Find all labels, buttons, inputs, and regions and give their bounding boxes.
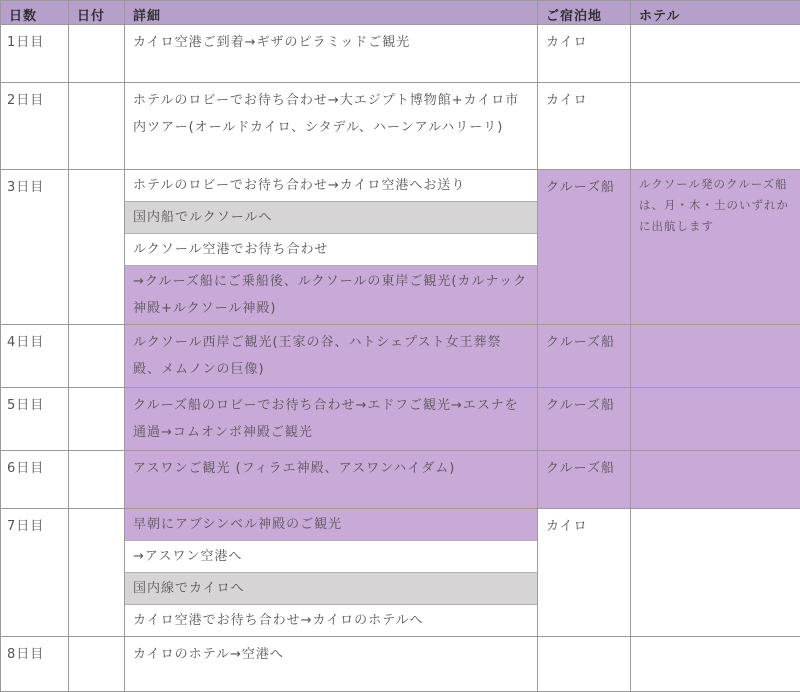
header-days: 日数 xyxy=(1,1,69,25)
date-cell xyxy=(69,637,125,692)
date-cell xyxy=(69,509,125,637)
date-cell xyxy=(69,325,125,388)
date-cell xyxy=(69,170,125,325)
date-value xyxy=(69,25,124,33)
date-cell xyxy=(69,25,125,83)
stay-cell xyxy=(538,325,631,388)
stay-value: クルーズ船 xyxy=(538,451,630,486)
day-cell xyxy=(1,170,69,325)
detail-cell xyxy=(125,325,538,388)
stay-value: クルーズ船 xyxy=(538,170,630,205)
hotel-cell xyxy=(631,509,800,637)
hotel-cell xyxy=(631,637,800,692)
table-row xyxy=(1,325,800,388)
hotel-value xyxy=(631,451,800,459)
detail-text: アスワンご観光 (フィラエ神殿、アスワンハイダム) xyxy=(125,451,537,486)
detail-cell xyxy=(125,170,538,325)
date-cell xyxy=(69,83,125,170)
hotel-value xyxy=(631,325,800,333)
stay-cell xyxy=(538,170,631,325)
stay-cell xyxy=(538,509,631,637)
day-cell xyxy=(1,388,69,451)
hotel-value xyxy=(631,509,800,517)
hotel-value xyxy=(631,637,800,645)
date-cell xyxy=(69,451,125,509)
date-value xyxy=(69,83,124,91)
detail-text: クルーズ船のロビーでお待ち合わせ→エドフご観光→エスナを通過→コムオンボ神殿ご観光 xyxy=(125,388,537,450)
day-label: 2日目 xyxy=(1,83,68,118)
day-label: 1日目 xyxy=(1,25,68,60)
detail-step: 早朝にアブシンベル神殿のご観光 xyxy=(125,509,537,541)
detail-cell xyxy=(125,83,538,170)
detail-cell xyxy=(125,637,538,692)
stay-cell xyxy=(538,83,631,170)
day-label: 4日目 xyxy=(1,325,68,360)
hotel-cell xyxy=(631,388,800,451)
detail-text: カイロのホテル→空港へ xyxy=(125,637,537,672)
detail-step: ルクソール空港でお待ち合わせ xyxy=(125,234,537,266)
date-value xyxy=(69,637,124,645)
detail-text: カイロ空港ご到着→ギザのピラミッドご観光 xyxy=(125,25,537,60)
hotel-cell xyxy=(631,170,800,325)
detail-cell xyxy=(125,25,538,83)
day-label: 7日目 xyxy=(1,509,68,544)
detail-text: ホテルのロビーでお待ち合わせ→大エジプト博物館+カイロ市内ツアー(オールドカイロ、シタデル、ハーンアルハリーリ) xyxy=(125,83,537,145)
stay-value xyxy=(538,637,630,645)
table-row xyxy=(1,25,800,83)
hotel-value xyxy=(631,388,800,396)
detail-step: 国内船でルクソールへ xyxy=(125,202,537,234)
header-hotel: ホテル xyxy=(631,1,800,25)
day-cell xyxy=(1,451,69,509)
detail-cell xyxy=(125,509,538,637)
hotel-value xyxy=(631,83,800,91)
day-label: 6日目 xyxy=(1,451,68,486)
hotel-value xyxy=(631,25,800,33)
detail-step: カイロ空港でお待ち合わせ→カイロのホテルへ xyxy=(125,605,537,636)
table-row xyxy=(1,83,800,170)
day-label: 5日目 xyxy=(1,388,68,423)
stay-value: カイロ xyxy=(538,509,630,544)
stay-value: カイロ xyxy=(538,83,630,118)
detail-step: →アスワン空港へ xyxy=(125,541,537,573)
day-cell xyxy=(1,325,69,388)
table-row xyxy=(1,509,800,637)
stay-value: クルーズ船 xyxy=(538,325,630,360)
hotel-cell xyxy=(631,451,800,509)
stay-cell xyxy=(538,451,631,509)
date-value xyxy=(69,451,124,459)
stay-cell xyxy=(538,637,631,692)
detail-cell xyxy=(125,388,538,451)
hotel-note: ルクソール発のクルーズ船は、月・木・土のいずれかに出航します xyxy=(631,170,800,241)
date-value xyxy=(69,388,124,396)
detail-step: 国内線でカイロへ xyxy=(125,573,537,605)
date-cell xyxy=(69,388,125,451)
detail-cell xyxy=(125,451,538,509)
hotel-cell xyxy=(631,83,800,170)
stay-value: クルーズ船 xyxy=(538,388,630,423)
table-row xyxy=(1,388,800,451)
date-value xyxy=(69,325,124,333)
day-cell xyxy=(1,637,69,692)
day-cell xyxy=(1,509,69,637)
detail-step: ホテルのロビーでお待ち合わせ→カイロ空港へお送り xyxy=(125,170,537,202)
stay-value: カイロ xyxy=(538,25,630,60)
hotel-cell xyxy=(631,325,800,388)
day-label: 3日目 xyxy=(1,170,68,205)
stay-cell xyxy=(538,25,631,83)
table-row xyxy=(1,637,800,692)
date-value xyxy=(69,170,124,178)
detail-step: →クルーズ船にご乗船後、ルクソールの東岸ご観光(カルナック神殿+ルクソール神殿) xyxy=(125,266,537,324)
day-cell xyxy=(1,83,69,170)
date-value xyxy=(69,509,124,517)
detail-text: ルクソール西岸ご観光(王家の谷、ハトシェプスト女王葬祭殿、メムノンの巨像) xyxy=(125,325,537,387)
table-row xyxy=(1,170,800,325)
header-date: 日付 xyxy=(69,1,125,25)
table-row xyxy=(1,451,800,509)
day-label: 8日目 xyxy=(1,637,68,672)
header-details: 詳細 xyxy=(125,1,538,25)
header-row xyxy=(1,1,800,25)
hotel-cell xyxy=(631,25,800,83)
stay-cell xyxy=(538,388,631,451)
day-cell xyxy=(1,25,69,83)
header-stay: ご宿泊地 xyxy=(538,1,631,25)
